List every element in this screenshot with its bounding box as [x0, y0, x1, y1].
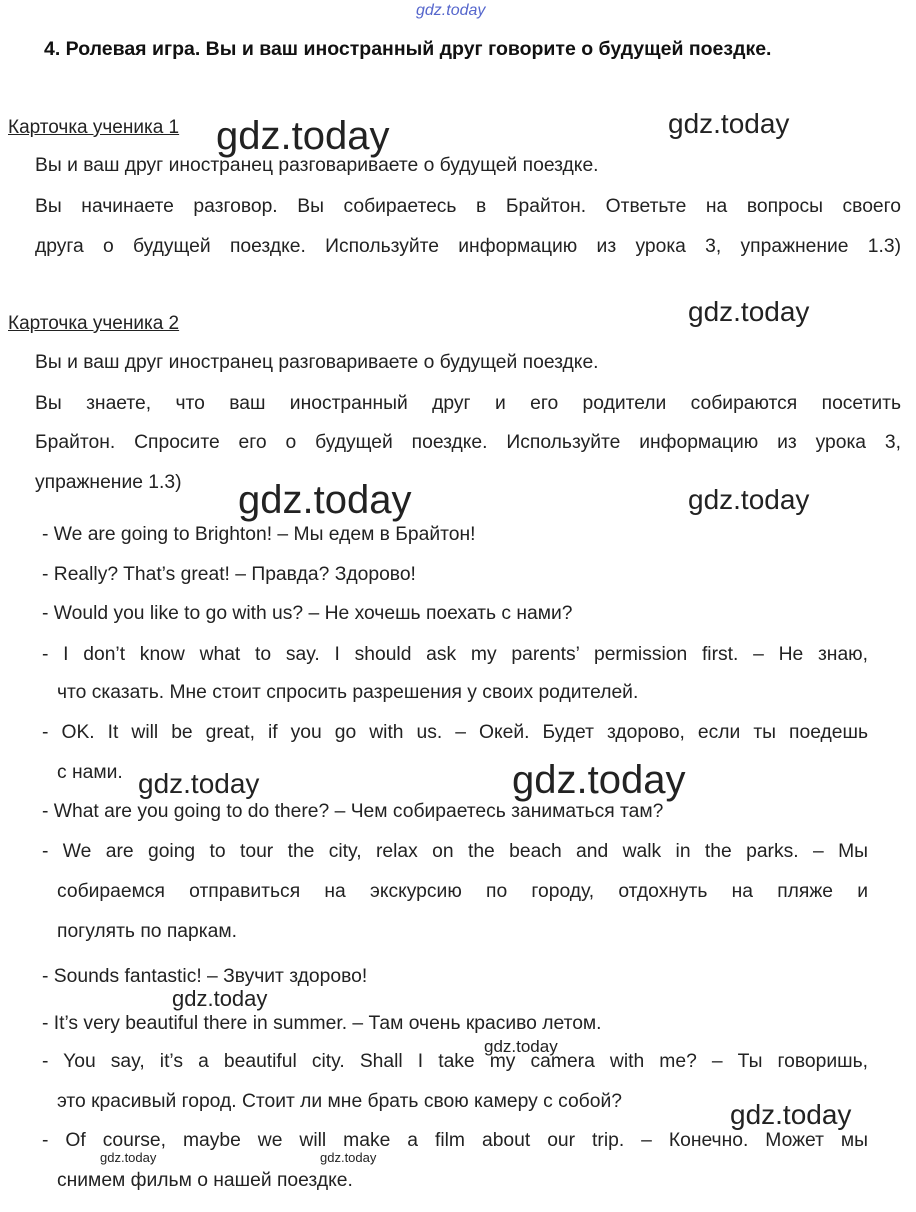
dialogue-line: - We are going to Brighton! – Мы едем в Брайтон!: [42, 524, 476, 545]
dialogue-line: - We are going to tour the city, relax on the beach and walk in the parks. – Мы: [42, 841, 868, 862]
dialogue-line: - Really? That’s great! – Правда? Здорово!: [42, 564, 416, 585]
dialogue-line: - It’s very beautiful there in summer. – Там очень красиво летом.: [42, 1013, 602, 1034]
watermark: gdz.today: [484, 1037, 558, 1056]
dialogue-line: - Would you like to go with us? – Не хочешь поехать с нами?: [42, 603, 573, 624]
dialogue-line: это красивый город. Стоит ли мне брать свою камеру с собой?: [57, 1091, 622, 1112]
task-title: 4. Ролевая игра. Вы и ваш иностранный друг говорите о будущей поездке.: [44, 38, 772, 60]
card1-line-3: друга о будущей поездке. Используйте информацию из урока 3, упражнение 1.3): [35, 236, 901, 257]
dialogue-line: с нами.: [57, 762, 123, 783]
dialogue-line: - OK. It will be great, if you go with us. – Окей. Будет здорово, если ты поедешь: [42, 722, 868, 743]
dialogue-line: снимем фильм о нашей поездке.: [57, 1170, 353, 1191]
watermark: gdz.today: [216, 114, 390, 158]
watermark: gdz.today: [320, 1150, 377, 1165]
watermark-top: gdz.today: [416, 2, 486, 19]
dialogue-line: что сказать. Мне стоит спросить разрешения у своих родителей.: [57, 682, 639, 703]
watermark: gdz.today: [668, 108, 790, 139]
watermark: gdz.today: [100, 1150, 157, 1165]
card1-line-2: Вы начинаете разговор. Вы собираетесь в Брайтон. Ответьте на вопросы своего: [35, 196, 901, 217]
watermark: gdz.today: [688, 484, 810, 515]
card2-line-3: Брайтон. Спросите его о будущей поездке. Используйте информацию из урока 3,: [35, 432, 901, 453]
watermark: gdz.today: [238, 478, 412, 522]
card2-line-1: Вы и ваш друг иностранец разговариваете о будущей поездке.: [35, 352, 599, 373]
watermark: gdz.today: [172, 986, 268, 1011]
dialogue-line: - I don’t know what to say. I should ask my parents’ permission first. – Не знаю,: [42, 644, 868, 665]
watermark: gdz.today: [730, 1099, 852, 1130]
card1-title: Карточка ученика 1: [8, 117, 180, 138]
watermark: gdz.today: [688, 296, 810, 327]
watermark: gdz.today: [512, 758, 686, 802]
card1-line-1: Вы и ваш друг иностранец разговариваете о будущей поездке.: [35, 155, 599, 176]
dialogue-line: собираемся отправиться на экскурсию по городу, отдохнуть на пляже и: [57, 881, 868, 902]
dialogue-line: - You say, it’s a beautiful city. Shall I take my camera with me? – Ты говоришь,: [42, 1051, 868, 1072]
dialogue-line: - What are you going to do there? – Чем собираетесь заниматься там?: [42, 801, 664, 822]
card2-line-2: Вы знаете, что ваш иностранный друг и его родители собираются посетить: [35, 393, 901, 414]
card2-line-4: упражнение 1.3): [35, 472, 182, 493]
watermark: gdz.today: [138, 768, 260, 799]
card2-title: Карточка ученика 2: [8, 313, 180, 334]
dialogue-line: - Of course, maybe we will make a film about our trip. – Конечно. Может мы: [42, 1130, 868, 1151]
dialogue-line: погулять по паркам.: [57, 921, 237, 942]
dialogue-line: - Sounds fantastic! – Звучит здорово!: [42, 966, 368, 987]
